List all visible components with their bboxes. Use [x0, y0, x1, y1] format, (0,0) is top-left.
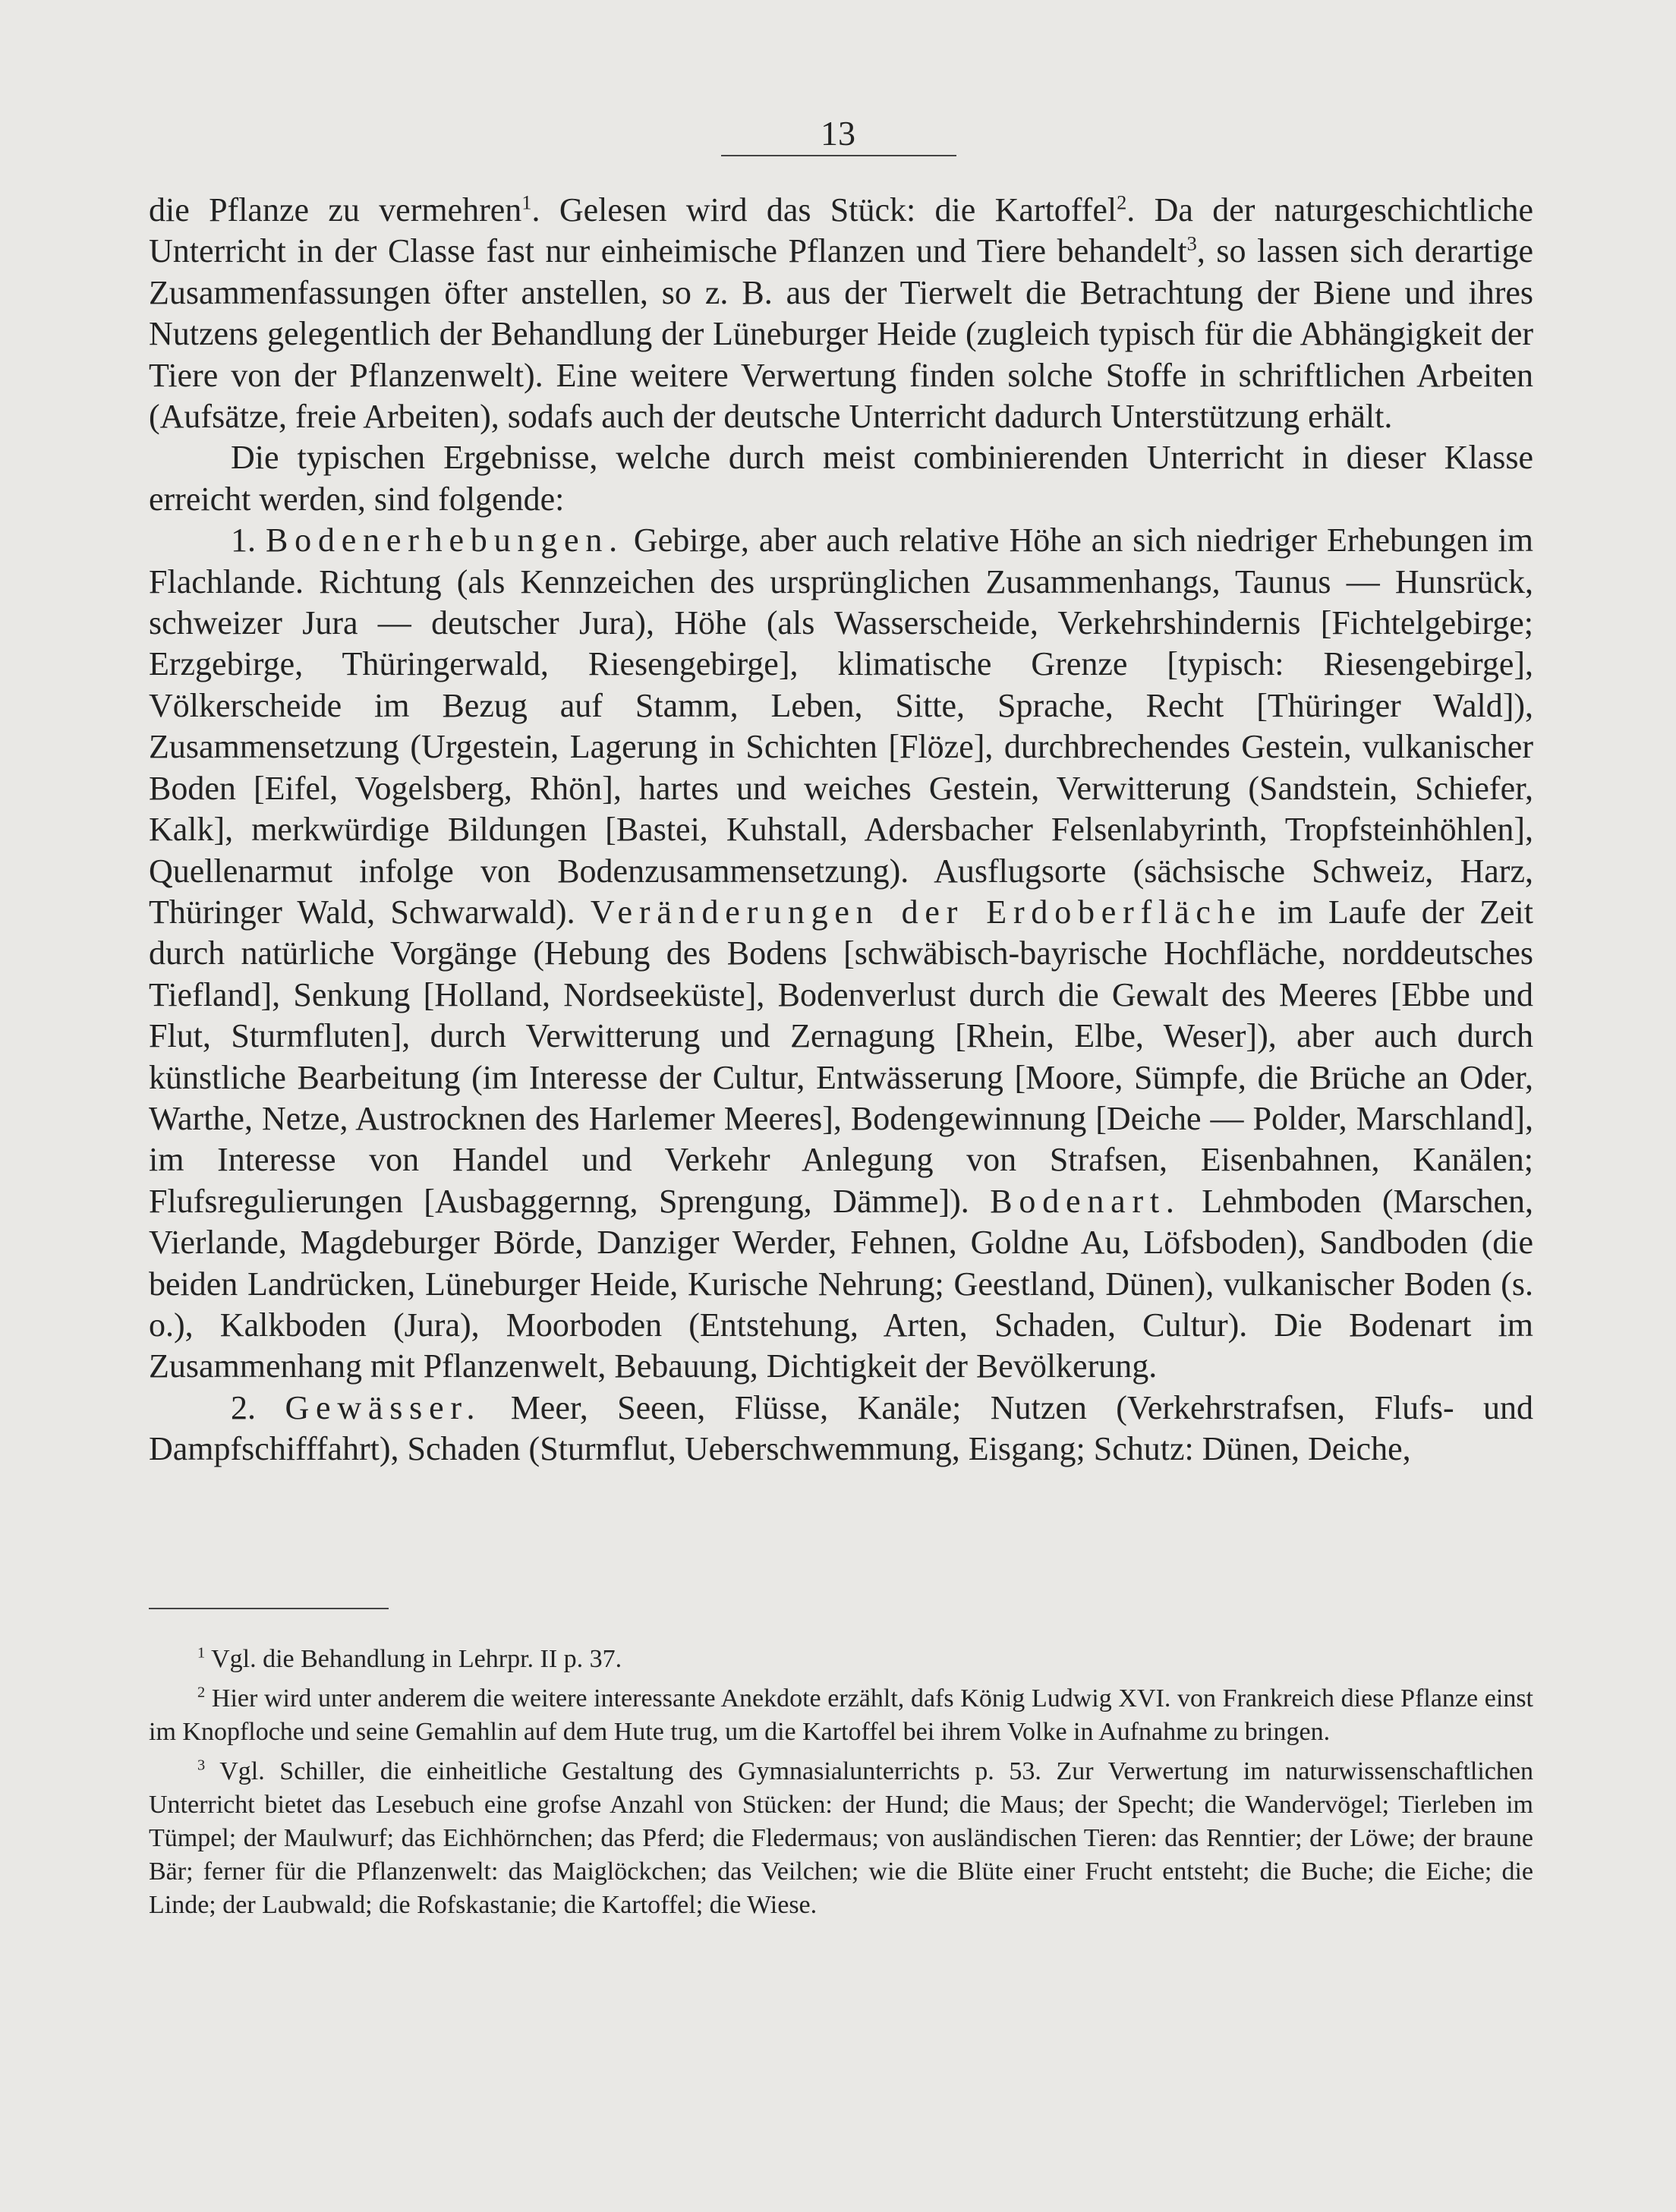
- inline-heading-veraenderungen: Veränderungen der Erdoberfläche: [590, 893, 1262, 931]
- text-run: Gebirge, aber auch relative Höhe an sich niedriger Erhebungen im Flachlande. Richtung (als Kennzeichen des ursprünglichen Zusammenhangs, Taunus — Hunsrück, schweizer Jura — deutscher Jura), Höhe (als Wasserscheide, Verkehrshindernis [Fichtelgebirge; Erzgebirge, Thüringerwald, Riesengebirge], klimatische Grenze [typisch: Riesengebirge], Völkerscheide im Bezug auf Stamm, Leben, Sitte, Sprache, Recht [Thüringer Wald]), Zusammensetzung (Urgestein, Lagerung in Schichten [Flöze], durchbrechendes Gestein, vulkanischer Boden [Eifel, Vogelsberg, Rhön], hartes und weiches Gestein, Verwitterung (Sandstein, Schiefer, Kalk], merkwürdige Bildungen [Bastei, Kuhstall, Adersbacher Felsenlabyrinth, Tropfsteinhöhlen], Quellenarmut infolge von Bodenzusammensetzung). Ausflugsorte (sächsische Schweiz, Harz, Thüringer Wald, Schwarwald).: [149, 521, 1534, 931]
- header-rule: [721, 155, 956, 156]
- text-run: im Laufe der Zeit durch natürliche Vorgänge (Hebung des Bodens [schwäbisch-bayrische Hochfläche, norddeutsches Tiefland], Senkung [Holland, Nordseeküste], Bodenverlust durch die Gewalt des Meeres [Ebbe und Flut, Sturmfluten], durch Verwitterung und Zernagung [Rhein, Elbe, Weser]), aber auch durch künstliche Bearbeitung (im Interesse der Cultur, Entwässerung [Moore, Sümpfe, die Brüche an Oder, Warthe, Netze, Austrocknen des Harlemer Meeres], Bodengewinnung [Deiche — Polder, Marschland], im Interesse von Handel und Verkehr Anlegung von Strafsen, Eisenbahnen, Kanälen; Flufsregulierungen [Ausbaggernng, Sprengung, Dämme]).: [149, 893, 1533, 1220]
- footnote-text: Vgl. die Behandlung in Lehrpr. II p. 37.: [211, 1645, 622, 1673]
- footnote-2: [149, 1682, 1533, 1749]
- footnote-number: 3: [197, 1757, 206, 1774]
- footnote-text: Vgl. Schiller, die einheitliche Gestaltung des Gymnasialunterrichts p. 53. Zur Verwertung im naturwissenschaftlichen Unterricht bietet das Lesebuch eine grofse Anzahl von Stücken: der Hund; die Maus; der Specht; die Wandervögel; Tierleben im Tümpel; der Maulwurf; das Eichhörnchen; das Pferd; die Fledermaus; von ausländischen Tieren: das Renntier; der Löwe; der braune Bär; ferner für die Pflanzenwelt: das Maiglöckchen; das Veilchen; wie die Blüte einer Frucht entsteht; die Buche; die Eiche; die Linde; der Laubwald; die Rofskastanie; die Kartoffel; die Wiese.: [149, 1757, 1533, 1919]
- section-number: 1.: [231, 521, 256, 559]
- footnote-3: [149, 1755, 1533, 1922]
- section-2-paragraph: [149, 1388, 1533, 1470]
- footnotes: [149, 1643, 1533, 1928]
- footnote-ref-1: 1: [521, 191, 532, 214]
- page-number: 13: [821, 114, 855, 153]
- footnote-number: 2: [197, 1684, 206, 1701]
- body-text: [149, 190, 1533, 1470]
- section-number: 2.: [231, 1388, 256, 1426]
- footnote-rule: [149, 1608, 389, 1609]
- footnote-1: [149, 1643, 1533, 1676]
- text-run: Lehmboden (Marschen, Vierlande, Magdeburger Börde, Danziger Werder, Fehnen, Goldne Au, Löfsboden), Sandboden (die beiden Landrücken, Lüneburger Heide, Kurische Nehrung; Geestland, Dünen), vulkanischer Boden (s. o.), Kalkboden (Jura), Moorboden (Entstehung, Arten, Schaden, Cultur). Die Bodenart im Zusammenhang mit Pflanzenwelt, Bebauung, Dichtigkeit der Bevölkerung.: [149, 1182, 1533, 1385]
- footnote-ref-2: 2: [1117, 191, 1127, 214]
- paragraph-1: [149, 190, 1533, 437]
- section-1-paragraph: [149, 520, 1533, 1388]
- text-run: . Gelesen wird das Stück: die Kartoffel: [531, 191, 1117, 228]
- paragraph-2: Die typischen Ergebnisse, welche durch meist combinierenden Unterricht in dieser Klasse erreicht werden, sind folgende:: [149, 439, 1533, 518]
- section-heading-gewaesser: Gewässer.: [285, 1388, 482, 1426]
- footnote-ref-3: 3: [1186, 232, 1197, 255]
- text-run: die Pflanze zu vermehren: [149, 191, 522, 228]
- section-heading-bodenerhebungen: Bodenerhebungen.: [266, 521, 624, 559]
- text-run: , so lassen sich derartige Zusammenfassungen öfter anstellen, so z. B. aus der Tierwelt die Betrachtung der Biene und ihres Nutzens gelegentlich der Behandlung der Lüneburger Heide (zugleich typisch für die Abhängigkeit der Tiere von der Pflanzenwelt). Eine weitere Verwertung finden solche Stoffe in schriftlichen Arbeiten (Aufsätze, freie Arbeiten), sodafs auch der deutsche Unterricht dadurch Unterstützung erhält.: [149, 232, 1534, 436]
- footnote-number: 1: [197, 1644, 206, 1662]
- footnote-text: Hier wird unter anderem die weitere interessante Anekdote erzählt, dafs König Ludwig XVI. von Frankreich diese Pflanze einst im Knopfloche und seine Gemahlin auf dem Hute trug, um die Kartoffel bei ihrem Volke in Aufnahme zu bringen.: [149, 1684, 1534, 1746]
- text-run: . Da der naturgeschichtliche Unterricht in der Classe fast nur einheimische Pflanzen und Tiere behandelt: [149, 191, 1534, 270]
- text-run: Meer, Seeen, Flüsse, Kanäle; Nutzen (Verkehrstrafsen, Flufs- und Dampfschifffahrt), Schaden (Sturmflut, Ueberschwemmung, Eisgang; Schutz: Dünen, Deiche,: [149, 1388, 1534, 1468]
- inline-heading-bodenart: Bodenart.: [990, 1182, 1181, 1220]
